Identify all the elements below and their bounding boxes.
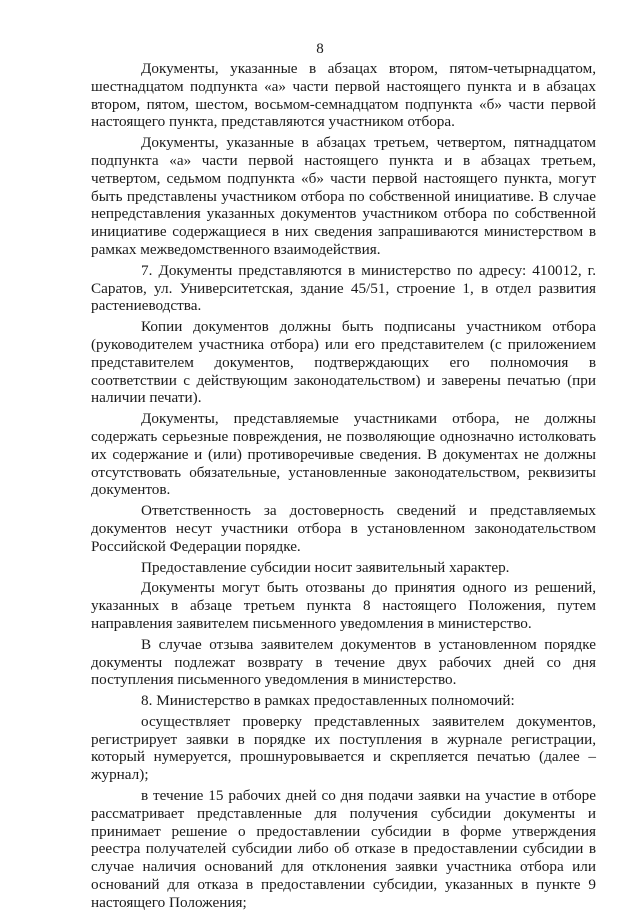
paragraph: 7. Документы представляются в министерство по адресу: 410012, г. Саратов, ул. Университетская, здание 45/51, строение 1, в отдел развития растениеводства. (91, 261, 596, 315)
paragraph: Документы, указанные в абзацах третьем, четвертом, пятнадцатом подпункта «а» части первой настоящего пункта и в абзацах третьем, четвертом, седьмом подпункта «б» части первой настоящего пункта, могут быть представлены участником отбора по собственной инициативе. В случае непредставления указанных документов участником отбора по собственной инициативе содержащиеся в них сведения запрашиваются министерством в рамках межведомственного взаимодействия. (91, 134, 596, 258)
page-number: 8 (316, 41, 324, 57)
paragraph: Документы могут быть отозваны до принятия одного из решений, указанных в абзаце третьем пункта 8 настоящего Положения, путем направления заявителем письменного уведомления в министерство. (91, 579, 596, 632)
paragraph: Документы, указанные в абзацах втором, пятом-четырнадцатом, шестнадцатом подпункта «а» части первой настоящего пункта и в абзацах втором, пятом, шестом, восьмом-семнадцатом подпункта «б» части первой настоящего пункта, представляются участником отбора. (91, 60, 596, 131)
document-body (91, 60, 596, 915)
paragraph: осуществляет проверку представленных заявителем документов, регистрирует заявки в порядке их поступления в журнале регистрации, который нумеруется, прошнуровывается и скрепляется печатью (далее – журнал); (91, 712, 596, 784)
paragraph: В случае отзыва заявителем документов в установленном порядке документы подлежат возврату в течение двух рабочих дней со дня поступления письменного уведомления в министерство. (91, 635, 596, 689)
paragraph: 8. Министерство в рамках предоставленных полномочий: (141, 692, 515, 710)
paragraph: Копии документов должны быть подписаны участником отбора (руководителем участника отбора) или его представителем (с приложением представителем документов, подтверждающих его полномочия в соответствии с действующим законодательством) и заверены печатью (при наличии печати). (91, 318, 596, 407)
paragraph: Предоставление субсидии носит заявительный характер. (141, 558, 510, 576)
paragraph: Документы, представляемые участниками отбора, не должны содержать серьезные повреждения, не позволяющие однозначно истолковать их содержание и (или) противоречивые сведения. В документах не должны отсутствовать обязательные, установленные законодательством, реквизиты документов. (91, 410, 596, 499)
paragraph: в течение 15 рабочих дней со дня подачи заявки на участие в отборе рассматривает представленные для получения субсидии документы и принимает решение о предоставлении субсидии в форме утверждения реестра получателей субсидии либо об отказе в предоставлении субсидии в случае наличия оснований для отклонения заявки участника отбора или оснований для отказа в предоставлении субсидии, указанных в пункте 9 настоящего Положения; (91, 787, 596, 911)
paragraph: Ответственность за достоверность сведений и представляемых документов несут участники отбора в установленном законодательством Российской Федерации порядке. (91, 502, 596, 555)
